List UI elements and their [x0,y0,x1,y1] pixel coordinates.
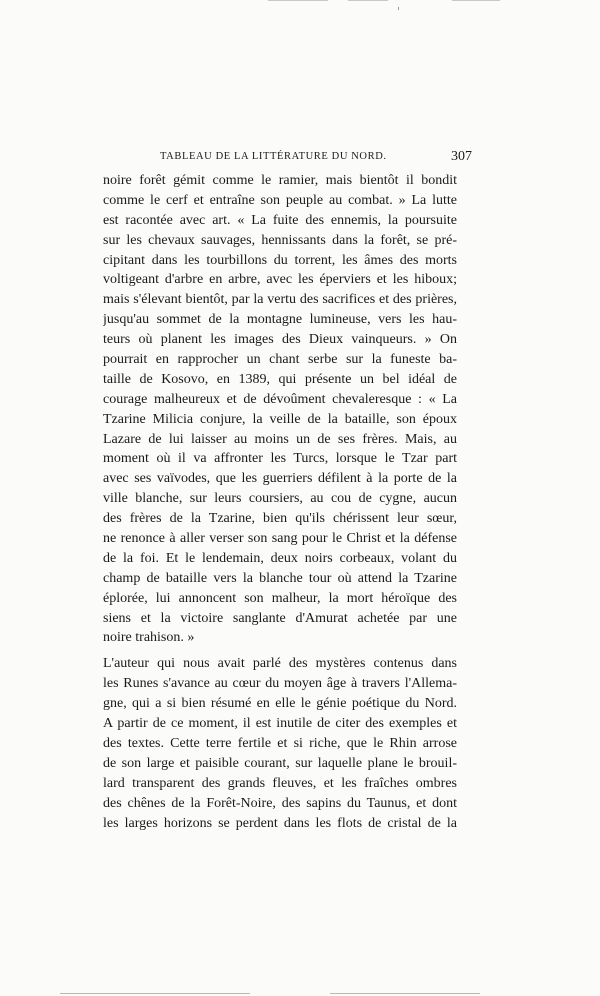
text-line: est racontée avec art. « La fuite des ennemis, la poursuite [103,212,457,228]
page-number: 307 [451,149,472,164]
text-line: de son large et paisible courant, sur laquelle plane le brouil- [103,755,457,771]
text-line: teurs où planent les images des Dieux vainqueurs. » On [103,332,457,348]
text-line: A partir de ce moment, il est inutile de citer des exemples et [103,716,457,732]
text-line: ville blanche, sur leurs coursiers, au cou de cygne, aucun [103,491,457,507]
text-line: taille de Kosovo, en 1389, qui présente un bel idéal de [103,371,457,387]
text-line: lard transparent des grands fleuves, et les fraîches ombres [103,775,457,791]
text-line: Tzarine Milicia conjure, la veille de la bataille, son époux [103,411,457,427]
text-line: ne renonce à aller verser son sang pour le Christ et la défense [103,531,457,547]
text-line: les larges horizons se perdent dans les flots de cristal de la [103,815,457,831]
paragraph-1 [103,171,457,648]
text-line: des chênes de la Forêt-Noire, des sapins du Taunus, et dont [103,795,457,811]
text-line: Lazare de lui laisser au moins un de ses frères. Mais, au [103,431,457,447]
text-line: cipitant dans les tourbillons du torrent, les âmes des morts [103,252,457,268]
text-line: gne, qui a si bien résumé en elle le génie poétique du Nord. [103,696,457,712]
text-line: noire forêt gémit comme le ramier, mais bientôt il bondit [103,173,457,188]
scan-edge-top-right [452,0,500,1]
running-header [150,151,472,167]
text-line: comme le cerf et entraîne son peuple au combat. » La lutte [103,192,457,208]
scan-edge-bottom-left [60,993,250,994]
text-line: L'auteur qui nous avait parlé des mystères contenus dans [103,656,457,672]
text-line: siens et la victoire sanglante d'Amurat achetée par une [103,610,457,626]
scan-speck [398,7,399,10]
text-line: sur les chevaux sauvages, hennissants dans la forêt, se pré- [103,232,457,248]
paragraph-2 [103,654,457,833]
text-line: voltigeant d'arbre en arbre, avec les éperviers et les hiboux; [103,272,457,288]
text-line: les Runes s'avance au cœur du moyen âge à travers l'Allema- [103,676,457,692]
text-line: mais s'élevant bientôt, par la vertu des sacrifices et des prières, [103,292,457,308]
text-line: champ de bataille vers la blanche tour où attend la Tzarine [103,570,457,586]
running-title: TABLEAU DE LA LITTÉRATURE DU NORD. [160,151,387,162]
text-line: des textes. Cette terre fertile et si riche, que le Rhin arrose [103,735,457,751]
scan-edge-top-mid [348,0,388,1]
text-line: jusqu'au sommet de la montagne lumineuse, vers les hau- [103,312,457,328]
text-line: pourrait en rapprocher un chant serbe sur la funeste ba- [103,352,457,368]
text-line: de la foi. Et le lendemain, deux noirs corbeaux, volant du [103,550,457,566]
text-line: moment où il va affronter les Turcs, lorsque le Tzar part [103,451,457,467]
text-line: des frères de la Tzarine, bien qu'ils chérissent leur sœur, [103,511,457,527]
text-line: avec ses vaïvodes, que les guerriers défilent à la porte de la [103,471,457,487]
text-line: éplorée, lui annoncent son malheur, la mort héroïque des [103,590,457,606]
text-line: courage malheureux et de dévoûment chevaleresque : « La [103,391,457,407]
scan-edge-top-left [268,0,328,1]
text-line: noire trahison. » [103,630,195,646]
scan-edge-bottom-right [330,993,480,994]
body-text [103,171,457,833]
